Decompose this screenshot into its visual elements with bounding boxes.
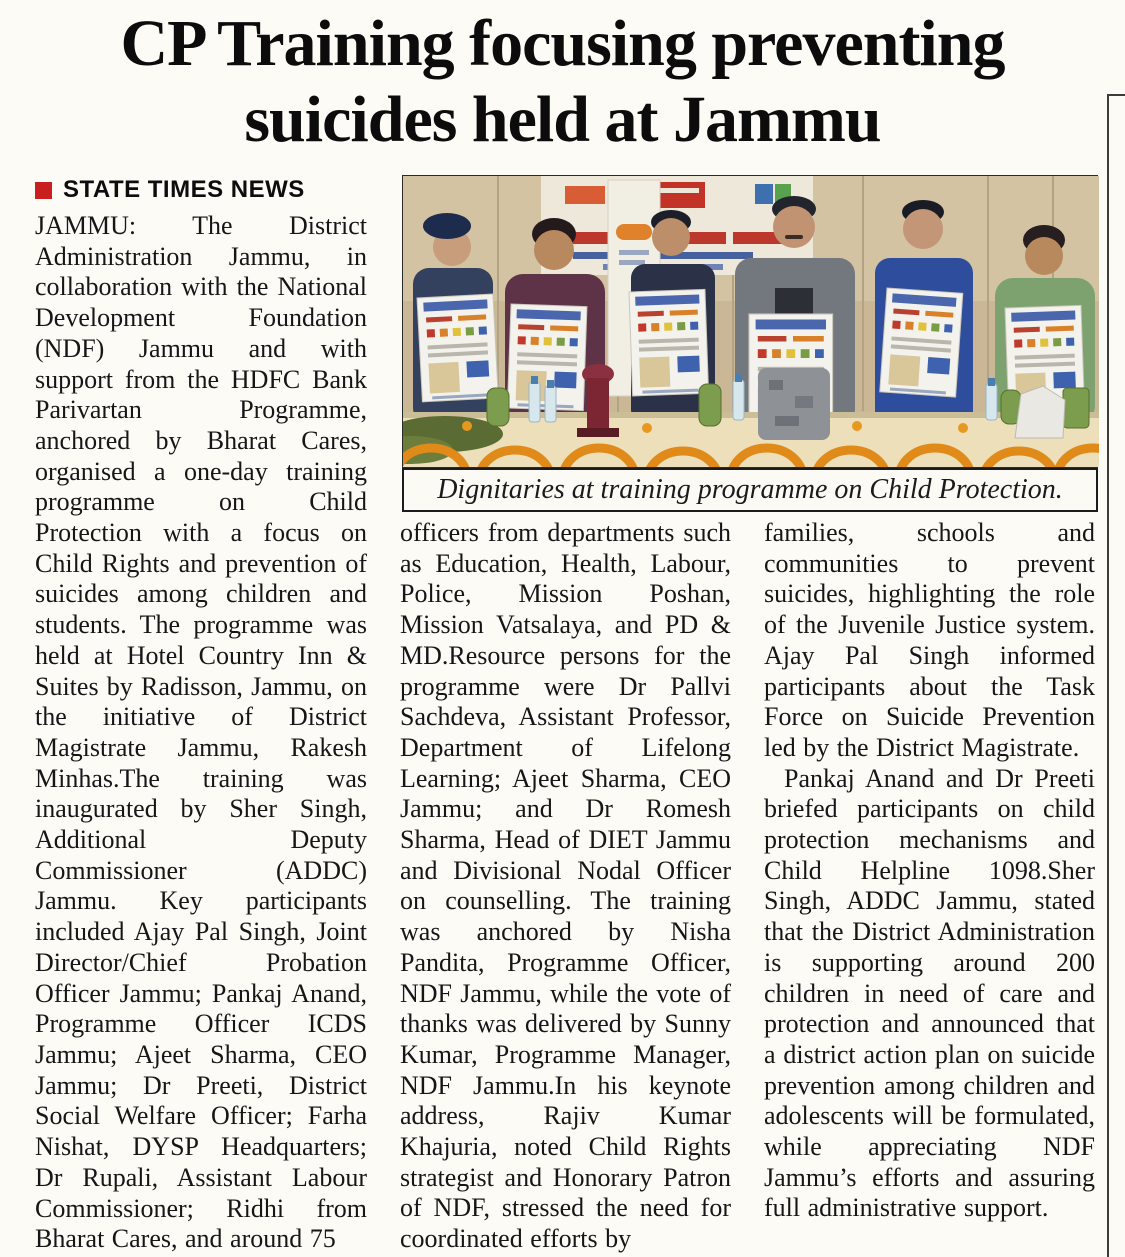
byline-label: STATE TIMES NEWS: [63, 176, 305, 203]
article-column-1: JAMMU: The District Administration Jammu, in collaboration with the National Development Foundation (NDF) Jammu and with support from the HDFC Bank Parivartan Programme, anchored by Bharat Cares, organised a one-day training programme on Child Protection with a focus on Child Rights and prevention of suicides among children and students. The programme was held at Hotel Country Inn & Suites by Radisson, Jammu, on the initiative of District Magistrate Jammu, Rakesh Minhas.The training was inaugurated by Sher Singh, Additional Deputy Commissioner (ADDC) Jammu. Key participants included Ajay Pal Singh, Joint Director/Chief Probation Officer Jammu; Pankaj Anand, Programme Officer ICDS Jammu; Ajeet Sharma, CEO Jammu; Dr Preeti, District Social Welfare Officer; Farha Nishat, DYSP Headquarters; Dr Rupali, Assistant Labour Commissioner; Ridhi from Bharat Cares, and around 75: [35, 211, 367, 1254]
red-square-bullet: [35, 182, 52, 199]
article-column-2: officers from departments such as Education, Health, Labour, Police, Mission Poshan, Mission Vatsalaya, and PD & MD.Resource persons for the programme were Dr Pallvi Sachdeva, Assistant Professor, Department of Lifelong Learning; Ajeet Sharma, CEO Jammu; and Dr Romesh Sharma, Head of DIET Jammu and Divisional Nodal Officer on counselling. The training was anchored by Nisha Pandita, Programme Officer, NDF Jammu, while the vote of thanks was delivered by Sunny Kumar, Programme Manager, NDF Jammu.In his keynote address, Rajiv Kumar Khajuria, noted Child Rights strategist and Honorary Patron of NDF, stressed the need for coordinated efforts by: [400, 518, 731, 1254]
photo-caption-text: Dignitaries at training programme on Child Protection.: [437, 474, 1063, 505]
right-column-rule-tick: [1107, 94, 1125, 96]
right-column-rule: [1107, 94, 1109, 1257]
article-photo: [402, 175, 1098, 468]
headline-line-2: suicides held at Jammu: [244, 83, 881, 156]
headline-line-1: CP Training focusing preventing: [120, 7, 1005, 80]
byline: [35, 176, 305, 204]
article-headline: [0, 6, 1125, 158]
photo-illustration: [403, 176, 1099, 467]
photo-caption: [402, 468, 1098, 512]
column-3-paragraph-2: Pankaj Anand and Dr Preeti briefed participants on child protection mechanisms and Child Helpline 1098.Sher Singh, ADDC Jammu, stated that the District Administration is supporting around 200 children in need of care and protection and announced that a district action plan on suicide prevention among children and adolescents will be formulated, while appreciating NDF Jammu’s efforts and assuring full administrative support.: [764, 763, 1095, 1223]
column-3-paragraph-1: families, schools and communities to prevent suicides, highlighting the role of the Juvenile Justice system. Ajay Pal Singh informed participants about the Task Force on Suicide Prevention led by the District Magistrate.: [764, 518, 1095, 762]
article-column-3: [764, 518, 1095, 1257]
